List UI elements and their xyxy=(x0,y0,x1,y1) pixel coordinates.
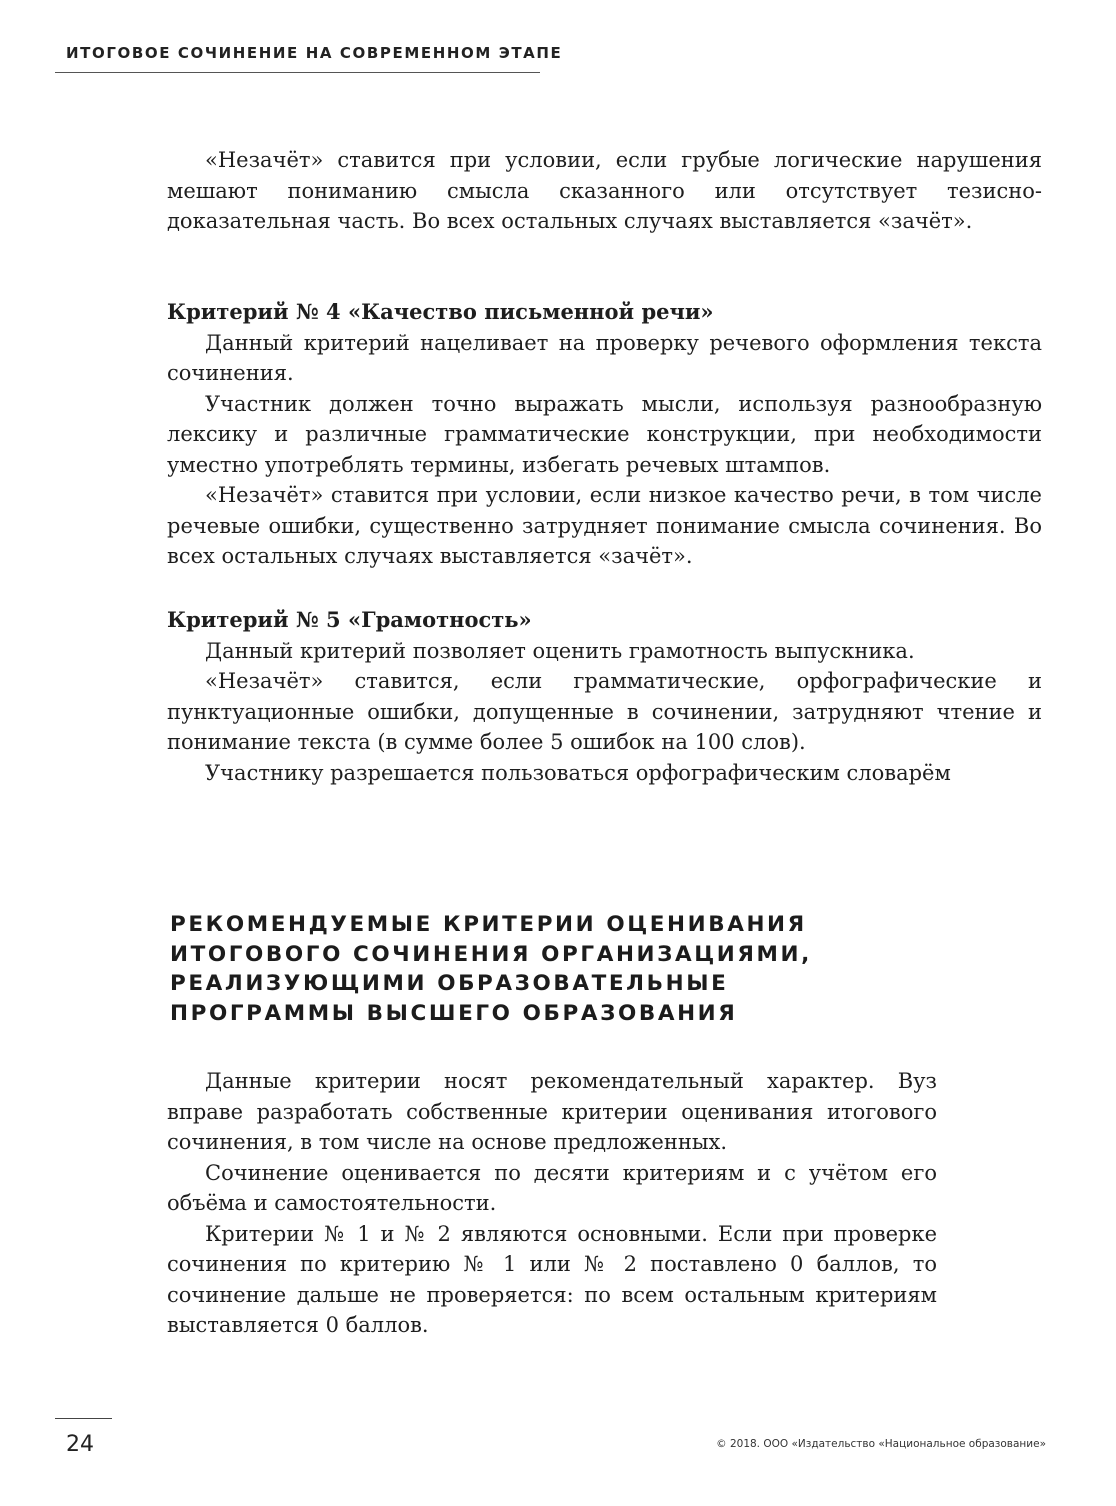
criterion-5-paragraph: Данный критерий позволяет оценить грамотность выпускника. xyxy=(205,638,915,663)
criterion-4-paragraph: Данный критерий нацеливает на проверку речевого оформления текста сочинения. xyxy=(167,330,1042,385)
section-body xyxy=(167,1066,937,1341)
section-heading-line: ПРОГРАММЫ ВЫСШЕГО ОБРАЗОВАНИЯ xyxy=(170,1000,738,1026)
page-number: 24 xyxy=(66,1432,94,1457)
section-paragraph: Критерии № 1 и № 2 являются основными. Если при проверке сочинения по критерию № 1 или № 2 поставлено 0 баллов, то сочинение дальше не проверяется: по всем остальным критериям выставляется 0 баллов. xyxy=(167,1221,937,1337)
section-heading-line: РЕАЛИЗУЮЩИМИ ОБРАЗОВАТЕЛЬНЫЕ xyxy=(170,971,729,996)
criterion-5-title: Критерий № 5 «Грамотность» xyxy=(167,607,532,632)
intro-block xyxy=(167,145,1042,237)
criterion-4-paragraph: Участник должен точно выражать мысли, используя разнообразную лексику и различные грамматические конструкции, при необходимости уместно употреблять термины, избегать речевых штампов. xyxy=(167,391,1042,477)
header-rule xyxy=(55,72,540,73)
footer-rule xyxy=(55,1418,112,1419)
criterion-4-title: Критерий № 4 «Качество письменной речи» xyxy=(167,299,714,324)
criterion-4-block xyxy=(167,297,1042,572)
section-paragraph: Сочинение оценивается по десяти критериям и с учётом его объёма и самостоятельности. xyxy=(167,1160,937,1215)
section-paragraph: Данные критерии носят рекомендательный характер. Вуз вправе разработать собственные критерии оценивания итогового сочинения, в том числе на основе предложенных. xyxy=(167,1069,937,1154)
section-heading-line: ИТОГОВОГО СОЧИНЕНИЯ ОРГАНИЗАЦИЯМИ, xyxy=(170,941,812,967)
section-heading xyxy=(170,910,870,1028)
criterion-5-block xyxy=(167,605,1042,788)
criterion-4-paragraph: «Незачёт» ставится при условии, если низкое качество речи, в том числе речевые ошибки, существенно затрудняет понимание смысла сочинения. Во всех остальных случаях выставляется «зачёт». xyxy=(167,483,1042,568)
running-header: ИТОГОВОЕ СОЧИНЕНИЕ НА СОВРЕМЕННОМ ЭТАПЕ xyxy=(66,44,563,62)
section-heading-line: РЕКОМЕНДУЕМЫЕ КРИТЕРИИ ОЦЕНИВАНИЯ xyxy=(170,912,807,937)
criterion-5-paragraph: «Незачёт» ставится, если грамматические, орфографические и пунктуационные ошибки, допущенные в сочинении, затрудняют чтение и понимание текста (в сумме более 5 ошибок на 100 слов). xyxy=(167,669,1042,754)
intro-paragraph: «Незачёт» ставится при условии, если грубые логические нарушения мешают пониманию смысла сказанного или отсутствует тезисно-доказательная часть. Во всех остальных случаях выставляется «зачёт». xyxy=(167,148,1042,233)
criterion-5-paragraph: Участнику разрешается пользоваться орфографическим словарём xyxy=(205,760,951,785)
copyright-notice: © 2018. ООО «Издательство «Национальное образование» xyxy=(716,1438,1046,1450)
